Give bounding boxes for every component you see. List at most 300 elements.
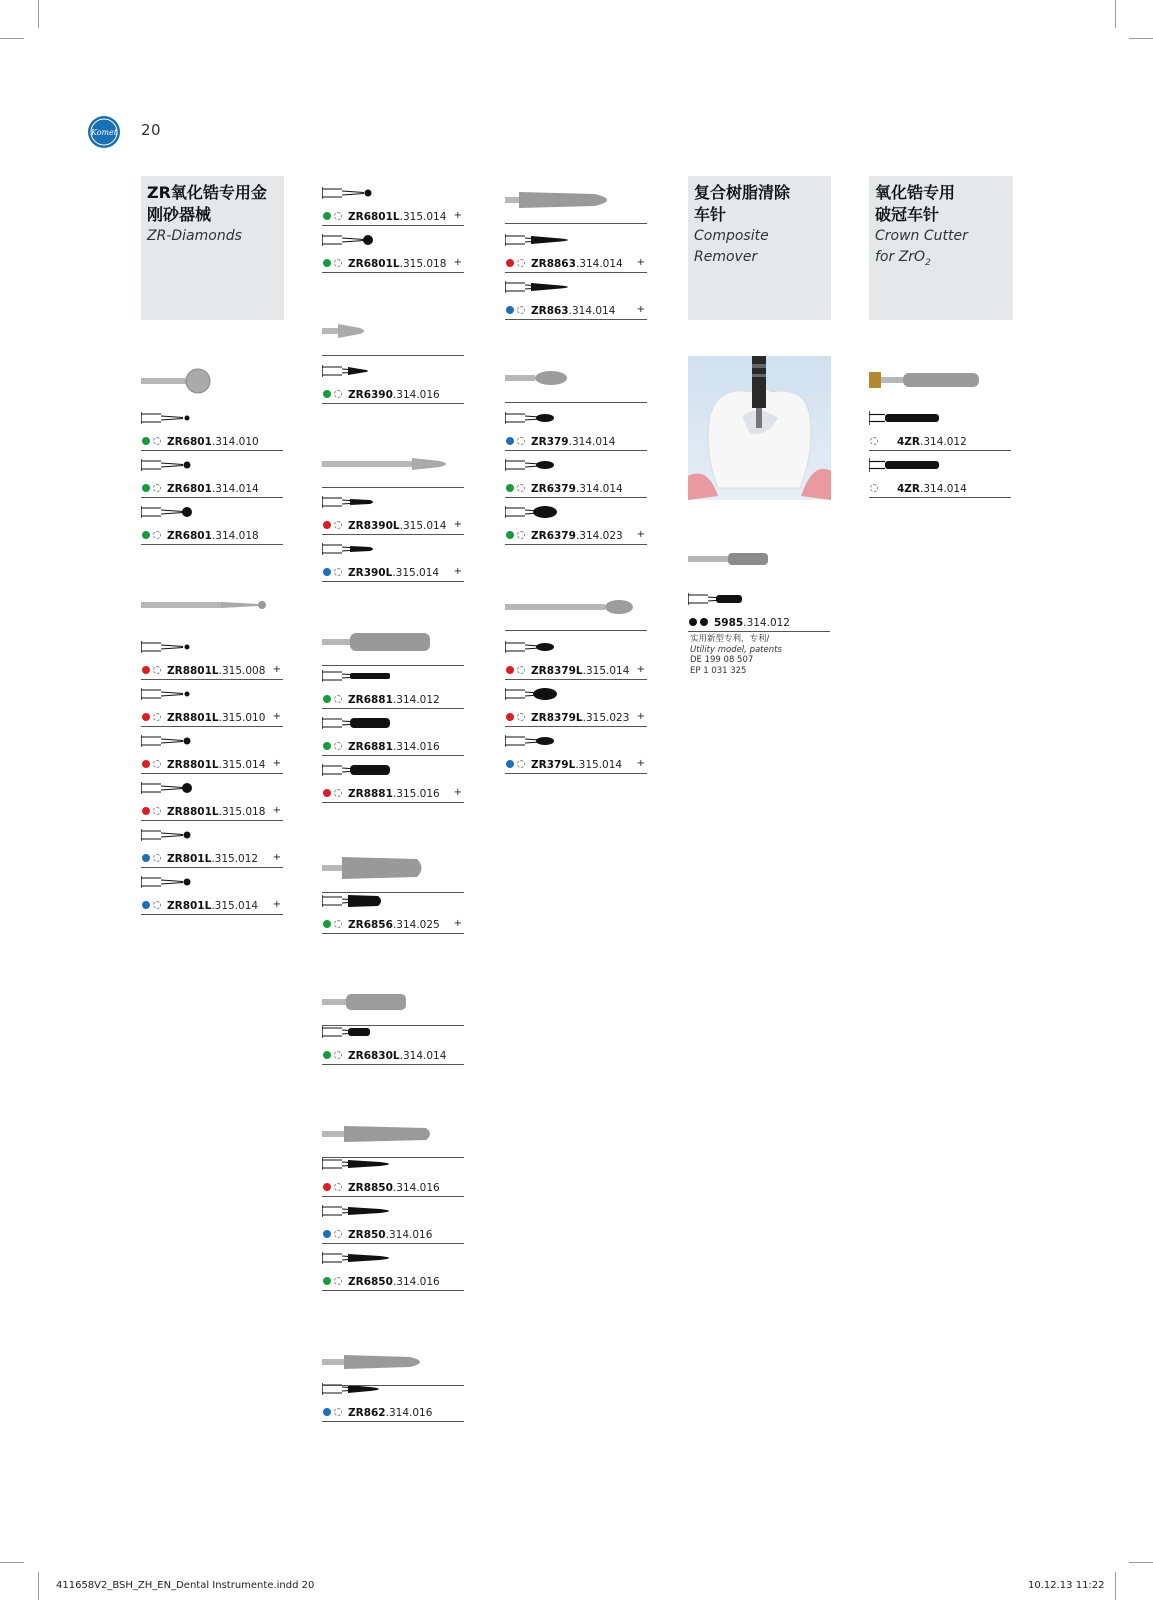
product-code-main: ZR8881 — [348, 788, 393, 800]
product-row — [505, 663, 647, 680]
instrument-outline-icon — [322, 893, 412, 907]
product-code — [531, 664, 629, 678]
footer-file-info: 411658V2_BSH_ZH_EN_Dental Instrumente.indd 20 — [56, 1580, 315, 1591]
product-code — [348, 519, 446, 533]
logo-graphic — [88, 116, 120, 148]
product-code-main: ZR850 — [348, 1229, 386, 1241]
product-row — [322, 1048, 464, 1065]
product-code-main: ZR8390L — [348, 520, 400, 532]
green-grit-dot-icon — [142, 531, 150, 539]
product-code — [167, 529, 259, 543]
speed-dot-icon — [153, 807, 161, 815]
speed-dot-icon — [153, 666, 161, 674]
divider — [505, 630, 647, 631]
product-code-suffix: .314.025 — [392, 919, 440, 931]
product-row — [141, 804, 283, 821]
speed-dot-icon — [334, 259, 342, 267]
product-code-suffix: .314.016 — [392, 389, 440, 401]
product-code-suffix: .315.014 — [582, 665, 630, 677]
product-code — [348, 257, 446, 271]
product-code — [167, 435, 259, 449]
speed-dot-icon — [153, 437, 161, 445]
product-code-main: ZR6379 — [531, 530, 576, 542]
product-code-suffix: .314.010 — [211, 436, 259, 448]
plus-mark: + — [272, 852, 281, 863]
product-code-main: ZR6801 — [167, 436, 212, 448]
product-code — [348, 787, 440, 801]
product-row — [141, 663, 283, 680]
instrument-outline-icon — [322, 762, 412, 776]
instrument-outline-icon — [322, 668, 412, 682]
product-row — [141, 710, 283, 727]
product-code-suffix: .314.016 — [392, 1276, 440, 1288]
product-code-main: ZR390L — [348, 567, 393, 579]
product-code-suffix: .315.023 — [582, 712, 630, 724]
bur-cylinder-icon — [322, 632, 437, 652]
red-grit-dot-icon — [506, 666, 514, 674]
product-code-main: ZR8379L — [531, 712, 583, 724]
product-code-suffix: .314.014 — [575, 483, 623, 495]
header-title-zh: ZR氧化锆专用金 刚砂器械 — [147, 183, 267, 224]
plus-mark: + — [272, 664, 281, 675]
product-row — [322, 1274, 464, 1291]
divider — [505, 402, 647, 403]
speed-dot-icon — [153, 760, 161, 768]
crop-mark — [1129, 38, 1153, 39]
plus-mark: + — [272, 899, 281, 910]
page-number: 20 — [141, 121, 162, 139]
tooth-illustration — [688, 356, 831, 500]
product-code — [167, 805, 265, 819]
green-grit-dot-icon — [323, 742, 331, 750]
speed-dot-icon — [517, 760, 525, 768]
product-code-main: ZR6830L — [348, 1050, 400, 1062]
plus-mark: + — [636, 529, 645, 540]
bur-cone-short-icon — [322, 323, 372, 339]
product-row — [505, 434, 647, 451]
blue-grit-dot-icon — [323, 1408, 331, 1416]
instrument-outline-icon — [505, 410, 595, 424]
red-grit-dot-icon — [506, 259, 514, 267]
instrument-outline-icon — [322, 541, 412, 555]
product-code — [348, 1275, 440, 1289]
crop-mark — [38, 1572, 39, 1600]
blue-grit-dot-icon — [323, 568, 331, 576]
product-code — [531, 529, 623, 543]
product-code-main: ZR6801L — [348, 211, 400, 223]
bur-needle-icon — [505, 190, 620, 210]
plus-mark: + — [272, 805, 281, 816]
speed-dot-icon — [334, 212, 342, 220]
product-code — [167, 758, 265, 772]
bur-taper-point-icon — [322, 1353, 432, 1371]
product-code-main: ZR862 — [348, 1407, 386, 1419]
product-row — [322, 387, 464, 404]
instrument-outline-icon — [322, 232, 412, 246]
green-grit-dot-icon — [323, 390, 331, 398]
product-row — [322, 256, 464, 273]
instrument-outline-icon — [141, 827, 231, 841]
blue-grit-dot-icon — [506, 437, 514, 445]
instrument-outline-icon — [322, 1024, 412, 1038]
product-code — [167, 664, 265, 678]
product-code — [348, 740, 440, 754]
product-code-suffix: .315.018 — [218, 806, 266, 818]
product-code — [167, 711, 265, 725]
speed-dot-icon — [334, 1051, 342, 1059]
product-row — [505, 303, 647, 320]
speed-dot-icon — [334, 568, 342, 576]
product-code — [167, 852, 258, 866]
instrument-outline-icon — [505, 733, 595, 747]
product-code — [348, 1406, 432, 1420]
product-code-suffix: .314.018 — [211, 530, 259, 542]
green-grit-dot-icon — [323, 695, 331, 703]
speed-dot-icon — [334, 695, 342, 703]
product-code-suffix: .315.014 — [575, 759, 623, 771]
product-code — [714, 616, 790, 630]
product-code — [167, 899, 258, 913]
plus-mark: + — [636, 758, 645, 769]
red-grit-dot-icon — [323, 1183, 331, 1191]
divider — [322, 665, 464, 666]
bur-egg-long-icon — [505, 598, 635, 616]
product-code-main: ZR8801L — [167, 712, 219, 724]
divider — [322, 1157, 464, 1158]
blue-grit-dot-icon — [142, 854, 150, 862]
product-code — [348, 210, 446, 224]
plus-mark: + — [453, 787, 462, 798]
speed-dot-icon — [153, 854, 161, 862]
product-code — [897, 482, 967, 496]
plus-mark: + — [272, 711, 281, 722]
product-code-main: ZR6801L — [348, 258, 400, 270]
green-grit-dot-icon — [323, 1051, 331, 1059]
speed-dot-icon — [517, 666, 525, 674]
product-code-main: ZR6379 — [531, 483, 576, 495]
instrument-outline-icon — [505, 639, 595, 653]
red-grit-dot-icon — [323, 789, 331, 797]
product-row — [322, 1405, 464, 1422]
instrument-outline-icon — [505, 457, 595, 471]
product-code-main: ZR6390 — [348, 389, 393, 401]
speed-dot-icon — [870, 437, 878, 445]
instrument-outline-icon — [869, 457, 959, 471]
speed-dot-icon — [334, 1183, 342, 1191]
blue-grit-dot-icon — [506, 760, 514, 768]
product-code-main: ZR379L — [531, 759, 576, 771]
patent-note-ep: EP 1 031 325 — [690, 665, 747, 676]
speed-dot-icon — [334, 1230, 342, 1238]
product-code-main: ZR6801 — [167, 483, 212, 495]
green-grit-dot-icon — [142, 437, 150, 445]
product-code-suffix: .314.012 — [743, 617, 790, 629]
product-code — [348, 1228, 432, 1242]
blue-grit-dot-icon — [142, 901, 150, 909]
product-code-suffix: .314.016 — [385, 1229, 433, 1241]
product-row — [322, 1180, 464, 1197]
product-code — [348, 918, 440, 932]
product-code-main: ZR379 — [531, 436, 569, 448]
product-code — [348, 1181, 440, 1195]
speed-dot-icon — [700, 618, 708, 626]
bur-short-cylinder-icon — [322, 993, 412, 1011]
product-code-main: ZR6856 — [348, 919, 393, 931]
product-code-suffix: .314.014 — [399, 1050, 447, 1062]
bur-flame-long-icon — [322, 456, 452, 472]
plus-mark: + — [636, 664, 645, 675]
product-row — [505, 757, 647, 774]
speed-dot-icon — [334, 789, 342, 797]
product-code-main: 4ZR — [897, 436, 921, 448]
product-code-suffix: .315.014 — [218, 759, 266, 771]
tooth-image — [688, 356, 831, 500]
product-row — [322, 518, 464, 535]
red-grit-dot-icon — [142, 713, 150, 721]
divider — [505, 223, 647, 224]
speed-dot-icon — [153, 713, 161, 721]
speed-dot-icon — [334, 1408, 342, 1416]
bur-wide-cylinder-icon — [322, 855, 427, 881]
header-title-en: Composite Remover — [694, 228, 769, 265]
product-code-suffix: .315.014 — [211, 900, 259, 912]
red-grit-dot-icon — [142, 666, 150, 674]
green-grit-dot-icon — [323, 1277, 331, 1285]
speed-dot-icon — [334, 920, 342, 928]
plus-mark: + — [636, 711, 645, 722]
product-code-main: ZR8801L — [167, 806, 219, 818]
red-grit-dot-icon — [142, 760, 150, 768]
product-code-main: ZR8801L — [167, 759, 219, 771]
speed-dot-icon — [334, 390, 342, 398]
product-row — [141, 528, 283, 545]
divider — [322, 892, 464, 893]
product-code-suffix: .314.014 — [568, 305, 616, 317]
crop-mark — [1129, 1562, 1153, 1563]
product-code — [348, 1049, 446, 1063]
instrument-outline-icon — [322, 363, 412, 377]
product-row — [505, 481, 647, 498]
product-code-suffix: .314.023 — [575, 530, 623, 542]
header-zr-diamonds — [141, 176, 284, 320]
red-grit-dot-icon — [506, 713, 514, 721]
product-code — [531, 257, 623, 271]
instrument-outline-icon — [322, 494, 412, 508]
bur-composite-icon — [688, 551, 773, 567]
product-code-main: ZR8850 — [348, 1182, 393, 1194]
product-code-suffix: .314.012 — [392, 694, 440, 706]
instrument-outline-icon — [869, 410, 959, 424]
speed-dot-icon — [517, 484, 525, 492]
plus-mark: + — [636, 304, 645, 315]
instrument-outline-icon — [322, 1250, 412, 1264]
green-grit-dot-icon — [323, 920, 331, 928]
product-row — [505, 528, 647, 545]
crop-mark — [1115, 1572, 1116, 1600]
plus-mark: + — [453, 210, 462, 221]
header-composite-remover — [688, 176, 831, 320]
product-code — [167, 482, 259, 496]
instrument-outline-icon — [505, 232, 595, 246]
instrument-outline-icon — [141, 686, 231, 700]
instrument-outline-icon — [688, 591, 778, 605]
product-row — [141, 481, 283, 498]
red-grit-dot-icon — [323, 521, 331, 529]
product-row — [505, 256, 647, 273]
instrument-outline-icon — [141, 504, 231, 518]
speed-dot-icon — [334, 521, 342, 529]
instrument-outline-icon — [141, 874, 231, 888]
product-row — [322, 1227, 464, 1244]
plus-mark: + — [453, 918, 462, 929]
instrument-outline-icon — [141, 639, 231, 653]
speed-dot-icon — [517, 437, 525, 445]
instrument-outline-icon — [322, 185, 412, 199]
patent-note-de: DE 199 08 507 — [690, 655, 754, 665]
product-code-main: 5985 — [714, 617, 744, 629]
crop-mark — [0, 1562, 24, 1563]
product-code-suffix: .314.016 — [392, 741, 440, 753]
speed-dot-icon — [153, 484, 161, 492]
product-row — [141, 757, 283, 774]
blue-grit-dot-icon — [506, 306, 514, 314]
divider — [322, 355, 464, 356]
instrument-outline-icon — [322, 1381, 412, 1395]
instrument-outline-icon — [322, 1203, 412, 1217]
product-code-suffix: .315.014 — [399, 520, 447, 532]
plus-mark: + — [272, 758, 281, 769]
bur-taper-round-icon — [322, 1125, 437, 1143]
green-grit-dot-icon — [506, 531, 514, 539]
product-code — [531, 304, 615, 318]
product-row — [322, 565, 464, 582]
instrument-outline-icon — [505, 504, 595, 518]
speed-dot-icon — [334, 1277, 342, 1285]
header-title-en: Crown Cutter for ZrO$_2$ — [875, 228, 968, 268]
product-code-main: ZR6850 — [348, 1276, 393, 1288]
product-code — [531, 435, 615, 449]
product-code-suffix: .314.012 — [920, 436, 967, 448]
bur-crown-cutter-icon — [869, 371, 984, 389]
product-code — [531, 758, 622, 772]
product-code-main: ZR801L — [167, 853, 212, 865]
product-row — [688, 615, 830, 632]
product-code-main: ZR6801 — [167, 530, 212, 542]
product-code-suffix: .314.016 — [385, 1407, 433, 1419]
product-row — [869, 481, 1011, 498]
product-code-main: ZR6881 — [348, 741, 393, 753]
speed-dot-icon — [153, 531, 161, 539]
product-code — [348, 566, 439, 580]
speed-dot-icon — [517, 531, 525, 539]
instrument-outline-icon — [322, 715, 412, 729]
product-row — [141, 851, 283, 868]
bur-egg-small-icon — [505, 369, 575, 387]
bur-ball-large-icon — [141, 368, 211, 394]
product-code-suffix: .315.014 — [399, 211, 447, 223]
crop-mark — [38, 0, 39, 28]
speed-dot-icon — [153, 901, 161, 909]
plus-mark: + — [453, 257, 462, 268]
instrument-outline-icon — [322, 1156, 412, 1170]
product-row — [141, 898, 283, 915]
divider — [322, 487, 464, 488]
patent-note-zh: 实用新型专利，专利/ — [690, 634, 770, 644]
svg-text:Komet: Komet — [90, 128, 118, 137]
product-code — [531, 482, 623, 496]
product-code-suffix: .315.012 — [211, 853, 259, 865]
product-code-main: ZR8801L — [167, 665, 219, 677]
footer-timestamp: 10.12.13 11:22 — [1028, 1580, 1105, 1591]
product-code-suffix: .315.018 — [399, 258, 447, 270]
product-code-suffix: .315.016 — [392, 788, 440, 800]
product-code-main: ZR6881 — [348, 694, 393, 706]
green-grit-dot-icon — [506, 484, 514, 492]
product-code-main: ZR801L — [167, 900, 212, 912]
green-grit-dot-icon — [323, 212, 331, 220]
product-code-suffix: .314.014 — [575, 258, 623, 270]
divider — [322, 1385, 464, 1386]
divider — [322, 1025, 464, 1026]
product-code — [531, 711, 629, 725]
instrument-outline-icon — [141, 733, 231, 747]
speed-dot-icon — [517, 259, 525, 267]
product-code-main: ZR8863 — [531, 258, 576, 270]
product-code-suffix: .314.016 — [392, 1182, 440, 1194]
plus-mark: + — [453, 566, 462, 577]
product-row — [505, 710, 647, 727]
patent-note-en: Utility model, patents — [690, 644, 782, 655]
header-crown-cutter — [869, 176, 1013, 320]
instrument-outline-icon — [505, 686, 595, 700]
green-grit-dot-icon — [142, 484, 150, 492]
komet-logo — [88, 116, 120, 148]
crop-mark — [0, 38, 24, 39]
product-row — [141, 434, 283, 451]
product-code — [897, 435, 967, 449]
instrument-outline-icon — [505, 279, 595, 293]
product-row — [322, 692, 464, 709]
header-title-en: ZR-Diamonds — [147, 228, 242, 244]
product-code — [348, 693, 440, 707]
product-row — [322, 739, 464, 756]
patent-note — [690, 634, 830, 676]
plus-mark: + — [636, 257, 645, 268]
black-grit-dot-icon — [689, 618, 697, 626]
product-code-suffix: .315.008 — [218, 665, 266, 677]
speed-dot-icon — [517, 306, 525, 314]
product-code-main: ZR8379L — [531, 665, 583, 677]
blue-grit-dot-icon — [323, 1230, 331, 1238]
green-grit-dot-icon — [323, 259, 331, 267]
product-code-suffix: .314.014 — [211, 483, 259, 495]
product-row — [322, 209, 464, 226]
plus-mark: + — [453, 519, 462, 530]
product-code-suffix: .315.014 — [392, 567, 440, 579]
speed-dot-icon — [870, 484, 878, 492]
instrument-outline-icon — [141, 457, 231, 471]
product-row — [869, 434, 1011, 451]
product-code-main: ZR863 — [531, 305, 569, 317]
bur-ball-long-icon — [141, 598, 271, 612]
product-row — [322, 786, 464, 803]
red-grit-dot-icon — [142, 807, 150, 815]
speed-dot-icon — [334, 742, 342, 750]
product-code — [348, 388, 440, 402]
crop-mark — [1115, 0, 1116, 28]
header-title-zh: 复合树脂清除 车针 — [694, 183, 791, 224]
product-code-suffix: .315.010 — [218, 712, 266, 724]
